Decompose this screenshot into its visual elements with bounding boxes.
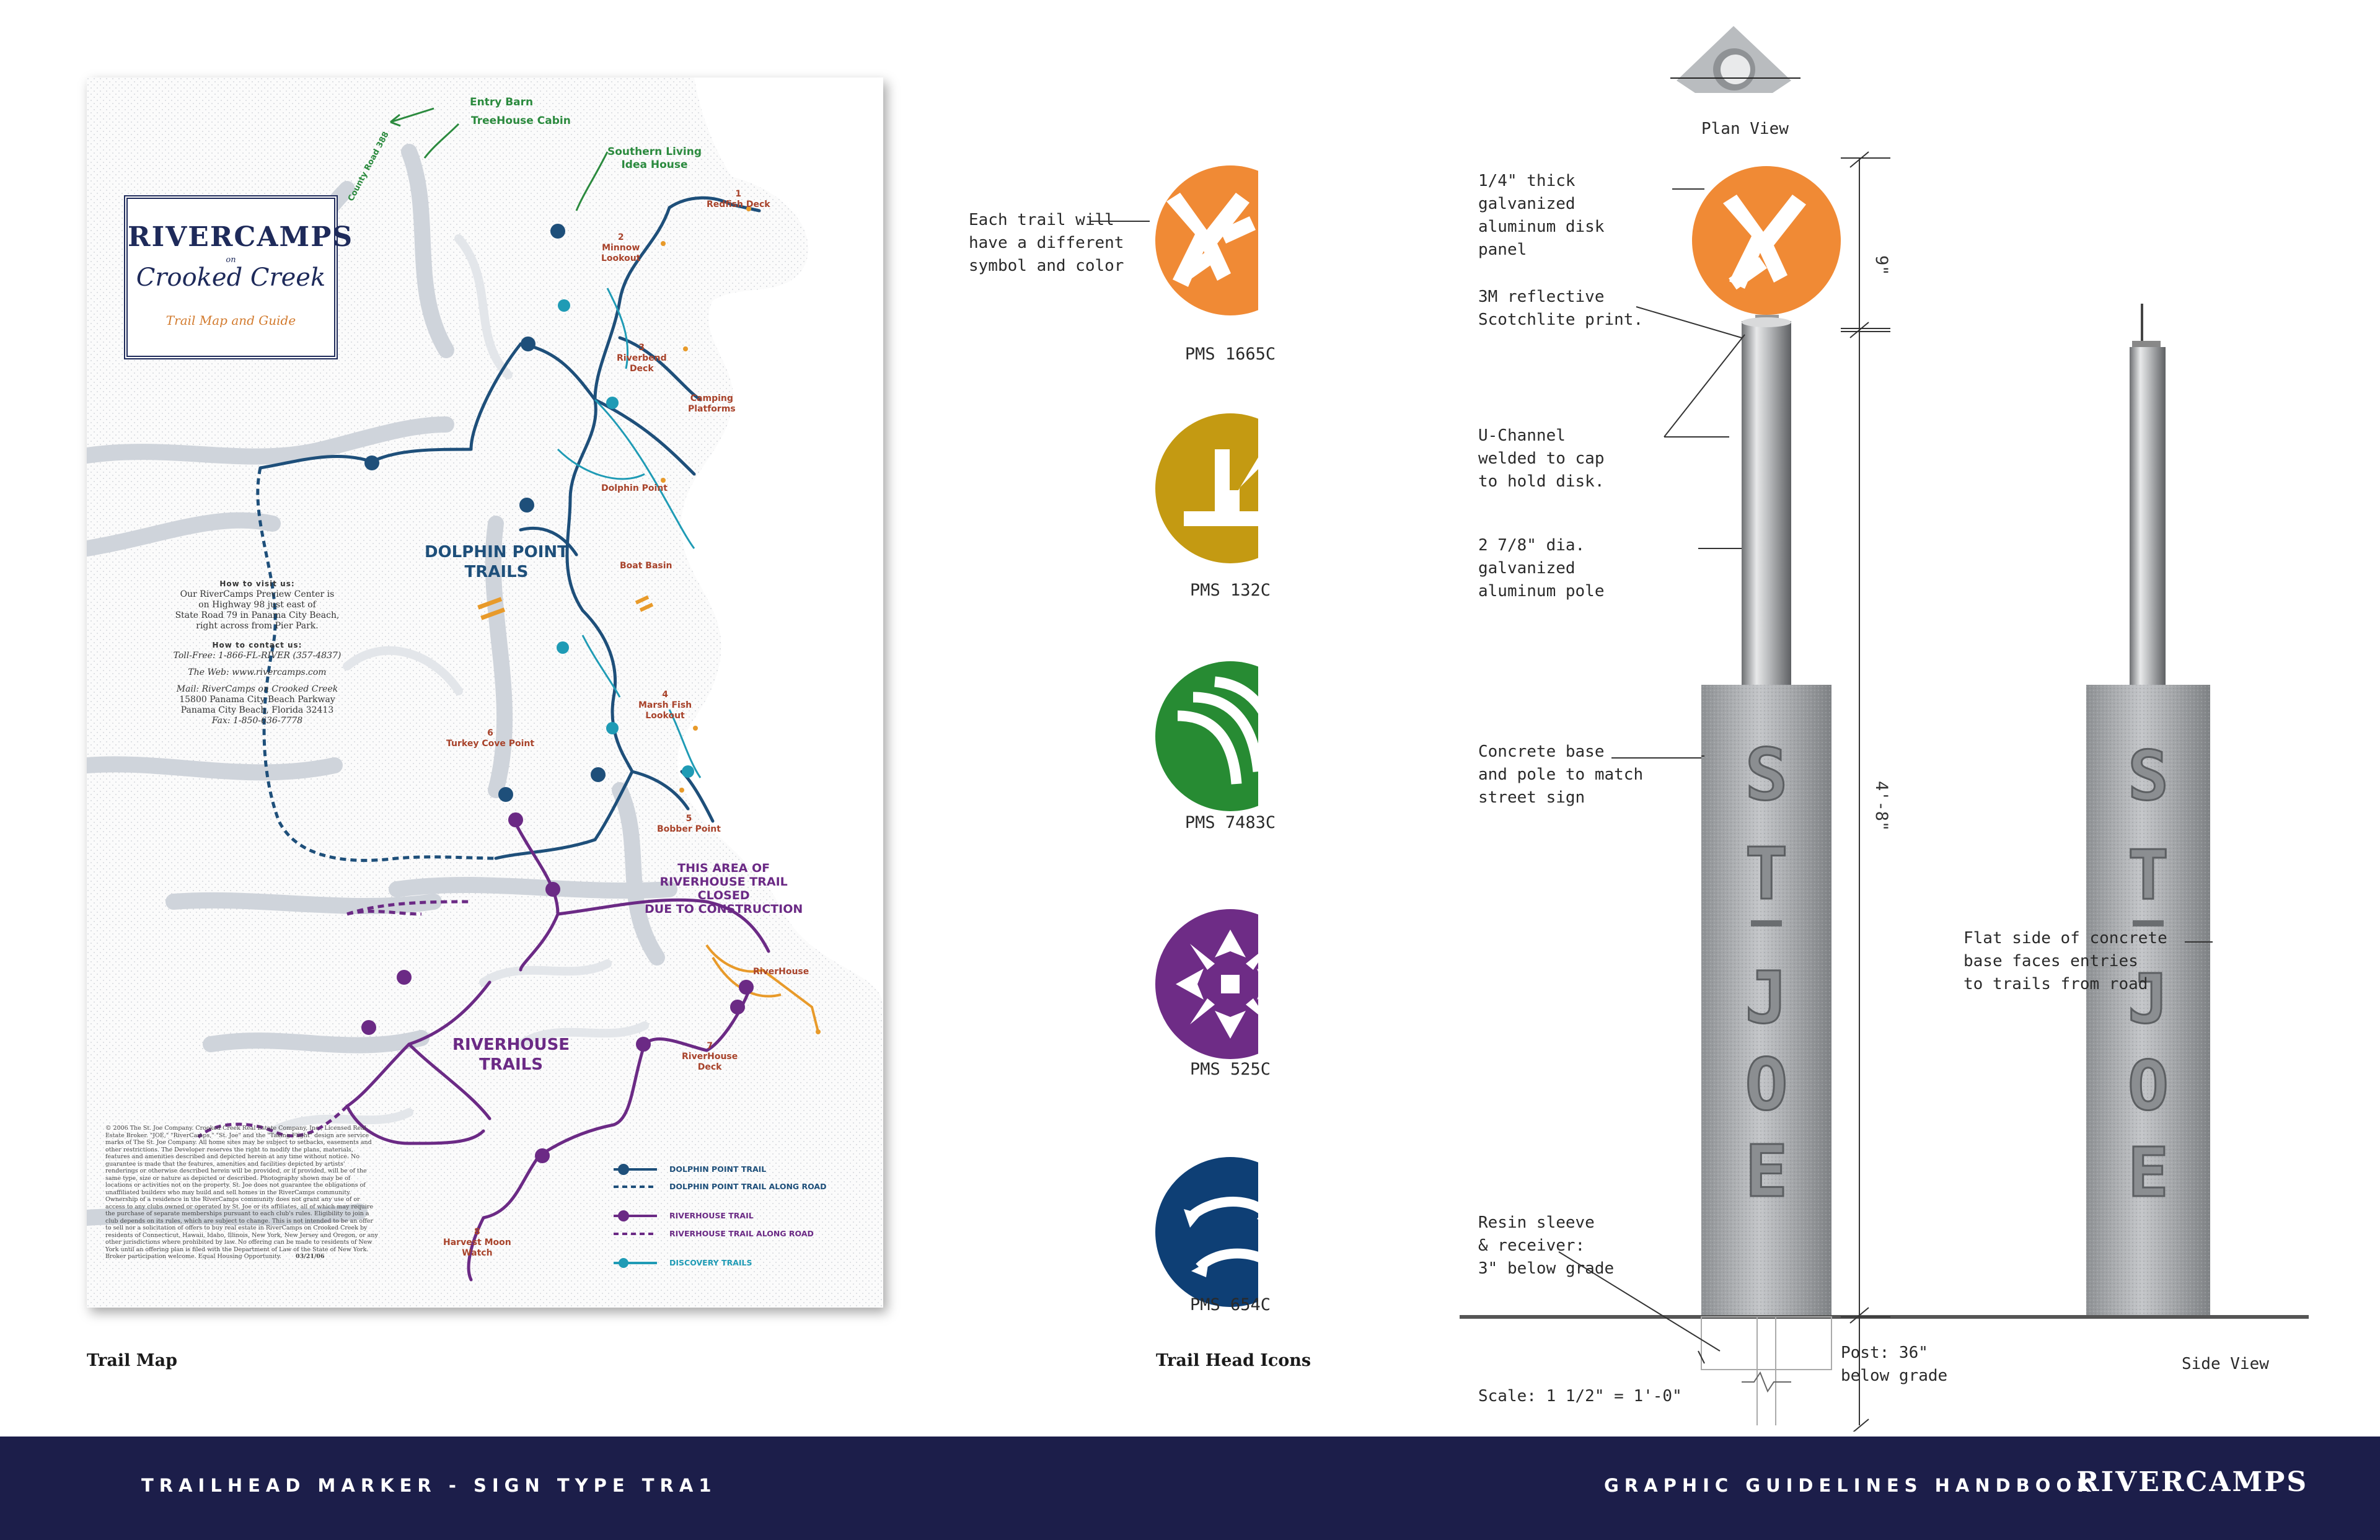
label-boat-basin: Boat Basin (620, 561, 672, 571)
visit-line: Our RiverCamps Preview Center is (180, 589, 335, 599)
visit-line: State Road 79 in Panama City Beach, (175, 610, 340, 620)
plan-view (1670, 26, 1800, 93)
legend-discovery: DISCOVERY TRAILS (669, 1258, 752, 1267)
note-line: aluminum pole (1478, 582, 1605, 601)
visit-line: right across from Pier Park. (196, 621, 319, 631)
label-redfish-deck: 1 Redfish Deck (707, 189, 770, 209)
caption-trail-map: Trail Map (87, 1351, 178, 1370)
note-line: 1/4" thick (1478, 172, 1576, 190)
engraving-letter-side: E (2127, 1133, 2169, 1212)
pms-label: PMS 654C (1189, 1295, 1271, 1314)
legal-disclaimer (105, 1125, 378, 1261)
label-riverhouse: RiverHouse (753, 967, 809, 977)
note-line: symbol and color (969, 257, 1124, 275)
label-turkey-cove-point: 6 Turkey Cove Point (446, 728, 535, 749)
legal-text: © 2006 The St. Joe Company. Crooked Creek Real Estate Company, Inc., Licensed Real Estate Broker. "JOE," "RiverCamps," "St. Joe" and the "Taking Flight" design are service marks of The St. Joe Company. All home sites may be subject to setbacks, easements and other restrictions. The Developer reserves the right to modify the plans, materials, features and amenities described and depicted herein at any time without notice. No guarantee is made that the features, amenities and facilities depicted by artists' renderings or otherwise described herein will be provided, or if provided, will be of the same type, size or nature as depicted or described. Photography shown may be of locations or activities not on the property. St. Joe does not guarantee the obligations of unaffiliated builders who may build and sell homes in the RiverCamps community. Ownership of a residence in the RiverCamps community does not grant any use of or access to any clubs owned or operated by St. Joe or its affiliates, all of which may require the purchase of separate memberships pursuant to each club's rules. Eligibility to join a club depends on its rules, which are subject to change. This is not intended to be an offer to sell nor a solicitation of offers to buy real estate in RiverCamps on Crooked Creek by residents of Connecticut, Hawaii, Idaho, Illinois, New York, New Jersey and Oregon, or any other jurisdictions where prohibited by law. No offering can be made to residents of New York until an offering plan is filed with the Department of Law of the State of New York. Broker participation welcome. Equal Housing Opportunity. (105, 1125, 378, 1260)
note-line: U-Channel (1478, 426, 1566, 445)
down-arrow-bar-icon (1155, 413, 1258, 563)
label-plan-view: Plan View (1701, 120, 1789, 138)
label-bobber-point: 5 Bobber Point (657, 814, 721, 834)
note-resin (1478, 1212, 1614, 1280)
note-line: and pole to match (1478, 765, 1644, 784)
footer-handbook: GRAPHIC GUIDELINES HANDBOOK (1604, 1475, 2097, 1496)
fax: Fax: 1-850-636-7778 (211, 716, 303, 726)
note-line: to hold disk. (1478, 472, 1605, 491)
footer-sign-type: TRAILHEAD MARKER - SIGN TYPE TRA1 (141, 1475, 717, 1496)
note-print (1478, 286, 1643, 332)
note-line: Each trail will (969, 211, 1114, 229)
note-pole (1478, 534, 1605, 603)
legend-riverhouse-trail: RIVERHOUSE TRAIL (669, 1211, 754, 1220)
note-line: galvanized (1478, 195, 1576, 213)
brand-logo (124, 195, 354, 359)
tripod-runner-icon (1155, 165, 1258, 315)
brand-name: RIVERCAMPS (128, 221, 354, 253)
pms-label: PMS 525C (1189, 1060, 1271, 1079)
note-line: have a different (969, 234, 1124, 252)
engraving-letter-side: O (2127, 1046, 2169, 1125)
engraving-letter: S (1745, 734, 1788, 817)
note-line: Flat side of concrete (1963, 929, 2167, 948)
engraving-letter-side: T (2127, 835, 2169, 915)
note-line: base faces entries (1963, 952, 2138, 970)
footer-bar (0, 1437, 2380, 1540)
label-dolphin-point-trails: DOLPHIN POINT TRAILS (425, 543, 568, 581)
note-line: Post: 36" (1841, 1344, 1928, 1362)
legend-dolphin-road: DOLPHIN POINT TRAIL ALONG ROAD (669, 1182, 827, 1191)
brand-on: on (226, 255, 236, 265)
curved-arrows-icon (1155, 1157, 1258, 1307)
note-line: 2 7/8" dia. (1478, 536, 1585, 555)
star-burst-icon (1155, 909, 1258, 1059)
visit-heading: How to visit us: (219, 579, 295, 588)
note-line: 3" below grade (1478, 1259, 1615, 1278)
contact-heading: How to contact us: (212, 641, 302, 649)
pole-side (2130, 347, 2166, 704)
label-riverhouse-trails: RIVERHOUSE TRAILS (452, 1036, 570, 1074)
label-side-view: Side View (2182, 1355, 2269, 1373)
note-line: & receiver: (1478, 1236, 1585, 1255)
label-closed-notice: THIS AREA OF RIVERHOUSE TRAIL CLOSED DUE TO CONSTRUCTION (645, 861, 803, 916)
note-line: below grade (1841, 1366, 1948, 1385)
note-flat-side (1963, 927, 2167, 996)
footer-logo: RIVERCAMPS (2076, 1466, 2309, 1498)
brand-script: Crooked Creek (136, 263, 326, 292)
pms-label: PMS 132C (1189, 581, 1271, 600)
note-line: Resin sleeve (1478, 1213, 1595, 1232)
pms-label: PMS 7483C (1184, 813, 1276, 832)
engraving-letter: J (1745, 957, 1788, 1040)
engraving-letter-side: S (2127, 736, 2169, 816)
note-post (1841, 1342, 1947, 1388)
note-scale: Scale: 1 1/2" = 1'-0" (1478, 1387, 1682, 1406)
engraving-letter: E (1745, 1130, 1788, 1213)
note-line: galvanized (1478, 559, 1576, 578)
label-riverhouse-deck: 7 RiverHouse Deck (682, 1041, 738, 1072)
label-minnow-lookout: 2 Minnow Lookout (601, 232, 641, 263)
label-entry-barn: Entry Barn (470, 96, 534, 108)
visit-line: on Highway 98 just east of (198, 600, 316, 610)
legend-riverhouse-road: RIVERHOUSE TRAIL ALONG ROAD (669, 1229, 814, 1238)
engraving-letter-side: J (2127, 959, 2169, 1039)
legend-dolphin-trail: DOLPHIN POINT TRAIL (669, 1164, 767, 1174)
contact-info (124, 570, 390, 726)
note-disk (1478, 170, 1605, 262)
note-line: aluminum disk (1478, 218, 1605, 236)
note-line: Concrete base (1478, 742, 1605, 761)
label-county-road: County Road 388 (346, 130, 391, 203)
note-line: to trails from road (1963, 975, 2148, 993)
web-address: The Web: www.rivercamps.com (188, 667, 327, 677)
label-camping-platforms: Camping Platforms (688, 394, 736, 414)
dim-disk: 9" (1872, 255, 1891, 276)
pole-front (1742, 321, 1791, 704)
note-line: 3M reflective (1478, 288, 1605, 306)
engraving-letter: O (1745, 1044, 1788, 1127)
mail-line: Mail: RiverCamps on Crooked Creek (176, 684, 338, 694)
curved-stripes-icon (1155, 661, 1258, 811)
brand-subtitle: Trail Map and Guide (165, 313, 296, 328)
caption-trail-head-icons: Trail Head Icons (1156, 1351, 1311, 1370)
mail-line: Panama City Beach, Florida 32413 (180, 705, 334, 715)
note-line: welded to cap (1478, 449, 1605, 468)
pms-label: PMS 1665C (1184, 345, 1276, 364)
engraving-letter: T (1745, 833, 1788, 916)
label-marsh-fish-lookout: 4 Marsh Fish Lookout (638, 690, 692, 721)
legal-date: 03/21/06 (296, 1253, 325, 1260)
dim-base: 4'-8" (1872, 781, 1891, 832)
label-harvest-moon-watch: 8 Harvest Moon Watch (443, 1227, 511, 1258)
note-line: Scotchlite print. (1478, 310, 1644, 329)
label-dolphin-point: Dolphin Point (601, 483, 668, 493)
note-line: street sign (1478, 788, 1585, 807)
note-line: panel (1478, 240, 1527, 259)
toll-free: Toll-Free: 1-866-FL-RIVER (357-4837) (173, 651, 342, 661)
label-treehouse-cabin: TreeHouse Cabin (471, 115, 571, 127)
label-southern-living: Southern Living Idea House (607, 146, 702, 171)
mail-line: 15800 Panama City Beach Parkway (179, 695, 335, 705)
note-base (1478, 741, 1643, 809)
trail-map (87, 77, 883, 1308)
label-riverbend-deck: 3 Riverbend Deck (617, 343, 667, 374)
note-u-channel (1478, 425, 1605, 493)
